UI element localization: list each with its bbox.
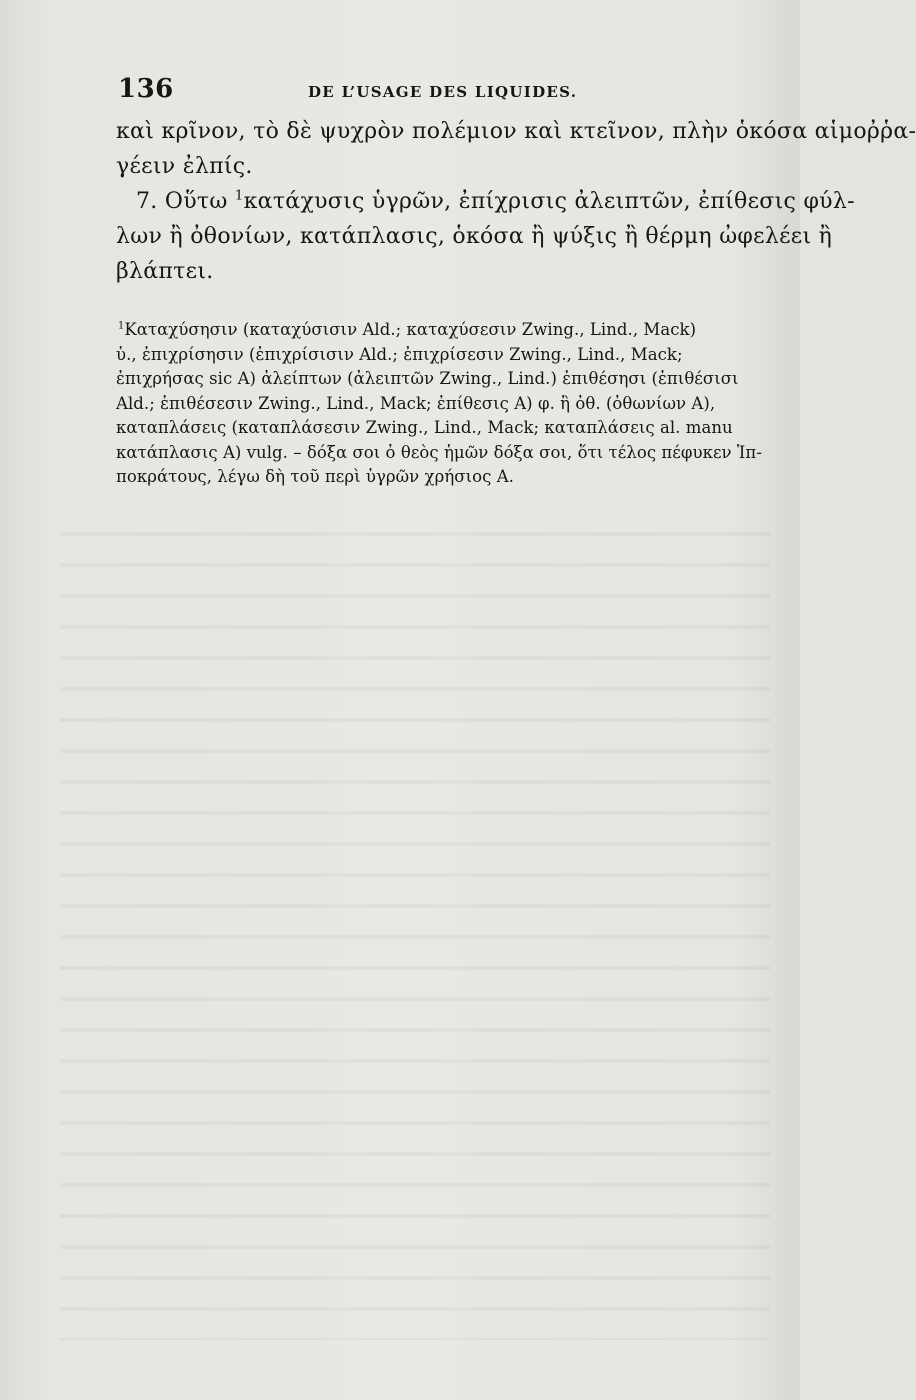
text-line: καὶ κρῖνον, τὸ δὲ ψυχρὸν πολέμιον καὶ κτεῖνον, πλὴν ὁκόσα αἱμοῤῥα- — [116, 119, 916, 144]
main-text — [116, 114, 916, 289]
text-segment: κατάχυσις ὑγρῶν, ἐπίχρισις ἀλειπτῶν, ἐπίθεσις φύλ- — [243, 189, 855, 214]
footnote-marker: 1 — [118, 320, 125, 332]
footnote-line: ὑ., ἐπιχρίσησιν (ἐπιχρίσισιν Ald.; ἐπιχρίσεσιν Zwing., Lind., Mack; — [116, 344, 683, 364]
show-through-texture — [60, 510, 770, 1340]
footnote-text: Καταχύσησιν (καταχύσισιν Ald.; καταχύσεσιν Zwing., Lind., Mack) — [124, 320, 697, 339]
paragraph-number: 7. Οὕτω — [136, 189, 228, 214]
footnote-line: ποκράτους, λέγω δὴ τοῦ περὶ ὑγρῶν χρήσιος A. — [116, 467, 514, 486]
page-header — [118, 74, 758, 108]
text-line: λων ἢ ὀθονίων, κατάπλασις, ὁκόσα ἢ ψύξις ἢ θέρμη ὠφελέει ἢ — [116, 224, 833, 249]
footnote-line: ἐπιχρήσας sic A) ἀλείπτων (ἀλειπτῶν Zwing., Lind.) ἐπιθέσησι (ἐπιθέσισι — [116, 369, 739, 388]
footnote-line: κατάπλασις A) vulg. – δόξα σοι ὁ θεὸς ἡμῶν δόξα σοι, ὅτι τέλος πέφυκεν Ἱπ- — [116, 442, 762, 462]
text-line: βλάπτει. — [116, 259, 214, 284]
footnote-line: Ald.; ἐπιθέσεσιν Zwing., Lind., Mack; ἐπίθεσις A) φ. ἢ ὀθ. (ὀθωνίων A), — [116, 393, 716, 413]
footnote-line: καταπλάσεις (καταπλάσεσιν Zwing., Lind., Mack; καταπλάσεις al. manu — [116, 418, 733, 437]
running-title: DE L’USAGE DES LIQUIDES. — [308, 83, 578, 101]
text-line-paragraph-7 — [116, 184, 855, 219]
footnote-line — [116, 318, 761, 343]
footnote-reference: 1 — [234, 188, 244, 204]
page-number: 136 — [118, 74, 174, 104]
text-line: γέειν ἐλπίς. — [116, 154, 253, 179]
footnotes — [116, 318, 761, 490]
